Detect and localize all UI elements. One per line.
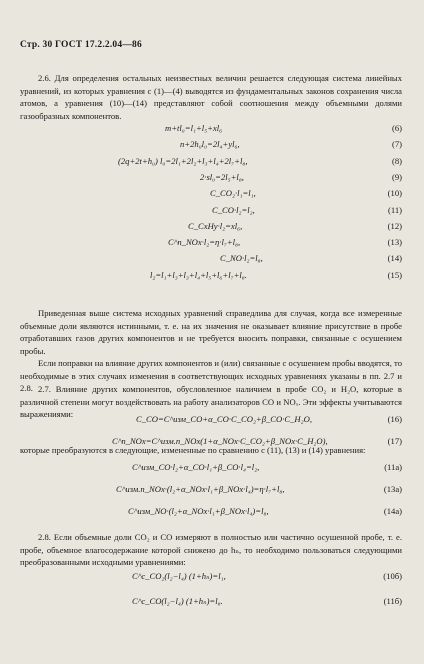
equation-formula: l₂=l₁+l₃+l₃+l₄+l₅+l₆+l₇+l₈. (150, 269, 247, 280)
equation-number: (10б) (383, 571, 402, 581)
equation-row (0, 205, 424, 218)
equation-formula: C_CO·l₂=l₂, (212, 204, 255, 215)
equation-number: (15) (387, 269, 402, 280)
equation-formula: C^изм_CO·l₂+α_CO·l₁+β_CO·l₄=l₂, (132, 462, 260, 472)
equation-number: (11а) (384, 462, 402, 472)
equation-row (0, 221, 424, 234)
paragraph-corrections: Если поправки на влияние других компонентов и (или) связанные с осушением пробы вводятся, то необходимые в этих случаях изменения в соответствующих исходных уравнениях указаны в пп. 2.7 и 2.8. (20, 358, 402, 394)
equation-formula: (2q+2t+h₀) l₀=2l₁+2l₂+l₃+l₄+2l₇+l₈, (118, 155, 248, 166)
equation-number: (13а) (383, 484, 402, 494)
equation-number: (6) (391, 123, 402, 133)
equation-row (0, 156, 424, 169)
equation-formula: C^п_NOx·l₂=η·l₇+l₈, (168, 237, 241, 248)
equation-formula: C^изм_NO·(l₂+α_NOx·l₁+β_NOx·l₄)=l₈, (128, 506, 269, 516)
paragraph-2-6: 2.6. Для определения остальных неизвестных величин решается следующая система линейных уравнений, из которых уравнения с (1)—(4) выводятся из фундаментальных законов сохранения числа атомов, а уравнения (10)—(14) представляют собой соотношения между объемными долями газообразных компонентов. (20, 73, 402, 121)
equation-formula: n+2h₀l₀=2l₄+yl₆, (180, 139, 240, 150)
equation-row (0, 172, 424, 185)
equation-formula: C^изм.п_NOx·(l₂+α_NOx·l₁+β_NOx·l₄)=η·l₇+l₈, (116, 484, 285, 494)
equation-number: (16) (387, 414, 402, 424)
equation-row (0, 270, 424, 283)
equation-number: (14а) (383, 506, 402, 516)
equation-formula: C^с_CO₂(l₂−l₄) (1+hₙ)=l₁, (132, 571, 226, 581)
equation-row (0, 484, 424, 497)
equation-row (0, 506, 424, 519)
equation-number: (8) (391, 155, 402, 166)
equation-number: (10) (387, 188, 402, 199)
equation-formula: 2·sl₀=2l₅+l₈, (200, 171, 244, 182)
equation-row (0, 253, 424, 266)
page-header: Стр. 30 ГОСТ 17.2.2.04—86 (20, 40, 142, 50)
equation-row (0, 123, 424, 136)
equation-formula: C_NO·l₂=l₈, (220, 253, 263, 264)
equation-number: (12) (387, 220, 402, 231)
equation-row (0, 462, 424, 475)
equation-number: (9) (391, 171, 402, 182)
equation-number: (7) (391, 139, 402, 150)
equation-formula: C_CO=C^изм_CO+α_CO·C_CO₂+β_CO·C_H₂O, (136, 414, 312, 424)
equation-row (0, 139, 424, 152)
equation-formula: m+tl₀=l₁+l₅+xl₆ (165, 123, 223, 133)
paragraph-2-7: 2.7. Влияние других компонентов, обусловленное наличием в пробе CO₂ и H₂O, которые в различной степени могут воздействовать на работу анализаторов CO и NOₓ. Эти эффекты учитываются выражениями: (20, 384, 402, 420)
equation-row (0, 414, 424, 427)
equation-number: (13) (387, 237, 402, 248)
equation-number: (14) (387, 253, 402, 264)
paragraph-given-system: Приведенная выше система исходных уравнений справедлива для случая, когда все измеренные объемные доли являются истинными, т. е. на их значения не оказывает влияние присутствие в пробе отработавших газов других компонентов и не требуется вносить поправки, связанные с осушением пробы. (20, 308, 402, 356)
equation-row (0, 237, 424, 250)
equation-row (0, 596, 424, 609)
equation-formula: C_CO₂·l₁=l₁, (210, 188, 256, 199)
equation-number: (17) (387, 436, 402, 446)
paragraph-2-8: 2.8. Если объемные доли CO₂ и CO измеряют в полностью или частично осушенной пробе, т. е. пробе, объемное влагосодержание которой снижено до hₙ, то необходимо пользоваться следующими преобразованными исходными уравнениями: (20, 532, 402, 568)
equation-formula: C^с_CO(l₂−l₄) (1+hₙ)=l₈. (132, 596, 223, 606)
equation-formula: C^п_NOx=C^изм.п_NOx(1+α_NOx·C_CO₂+β_NOx·C_H₂O), (112, 436, 328, 446)
equation-number: (11б) (383, 596, 402, 606)
equation-number: (11) (388, 204, 402, 215)
paragraph-converted: которые преобразуются в следующие, измененные по сравнению с (11), (13) и (14) уравнения: (20, 445, 366, 455)
equation-row (0, 571, 424, 584)
equation-formula: C_CxHy·l₂=xl₆, (188, 220, 243, 231)
equation-row (0, 188, 424, 201)
